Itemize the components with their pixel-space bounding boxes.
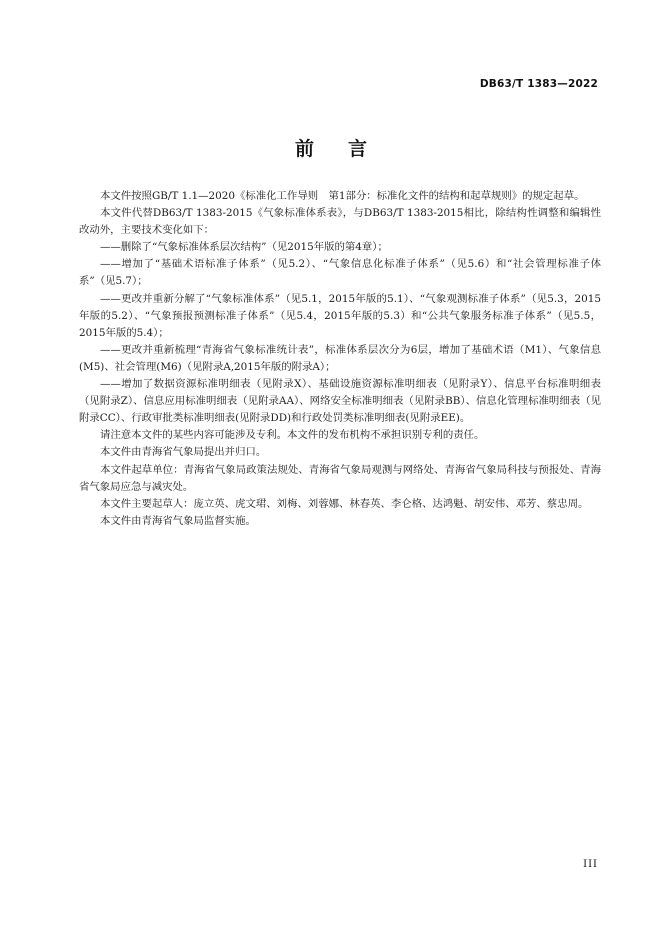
change-item-added-subsystems: ——增加了“基础术语标准子体系”（见5.2）、“气象信息化标准子体系”（见5.6）和“社会管理标准子体系”（见5.7）； (79, 258, 601, 288)
paragraph-drafting-basis: 本文件按照GB/T 1.1—2020《标准化工作导则 第1部分：标准化文件的结构和起草规则》的规定起草。 (100, 190, 585, 202)
foreword-body (79, 188, 601, 530)
paragraph-drafting-units: 本文件起草单位：青海省气象局政策法规处、青海省气象局观测与网络处、青海省气象局科技与预报处、青海省气象局应急与减灾处。 (79, 463, 601, 493)
page-title-char-2: 言 (348, 138, 368, 160)
change-item-added-detail-tables: ——增加了数据资源标准明细表（见附录X）、基础设施资源标准明细表（见附录Y）、信息平台标准明细表（见附录Z）、信息应用标准明细表（见附录AA）、网络安全标准明细表（见附录BB）、信息化管理标准明细表（见附录CC）、行政审批类标准明细表(见附录DD)和行政处罚类标准明细表(见附录EE)。 (79, 378, 601, 425)
paragraph-proposer: 本文件由青海省气象局提出并归口。 (100, 446, 267, 459)
paragraph-patent-notice: 请注意本文件的某些内容可能涉及专利。本文件的发布机构不承担识别专利的责任。 (100, 429, 485, 442)
page-number: III (583, 859, 598, 870)
change-item-deleted: ——删除了“气象标准体系层次结构”（见2015年版的第4章）； (100, 241, 388, 254)
paragraph-supervision: 本文件由青海省气象局监督实施。 (100, 514, 256, 527)
page-title (0, 134, 662, 161)
change-item-statistics-table: ——更改并重新梳理“青海省气象标准统计表”，标准体系层次分为6层，增加了基础术语（M1）、气象信息(M5)、社会管理(M6)（见附录A,2015年版的附录A）； (79, 343, 601, 373)
change-item-changed-subsystems: ——更改并重新分解了“气象标准体系”（见5.1，2015年版的5.1）、“气象观测标准子体系”（见5.3，2015年版的5.2）、“气象预报预测标准子体系”（见5.4，2015年版的5.3）和“公共气象服务标准子体系”（见5.5，2015年版的5.4）； (79, 292, 601, 339)
paragraph-replacement: 本文件代替DB63/T 1383-2015《气象标准体系表》，与DB63/T 1383-2015相比，除结构性调整和编辑性改动外，主要技术变化如下： (79, 207, 601, 237)
page-title-char-1: 前 (294, 138, 314, 160)
document-code: DB63/T 1383—2022 (479, 78, 598, 90)
paragraph-drafters: 本文件主要起草人：庞立英、虎文珺、刘梅、刘蓉娜、林春英、李仑格、达鸿魁、胡安伟、邓芳、蔡忠周。 (100, 497, 589, 510)
